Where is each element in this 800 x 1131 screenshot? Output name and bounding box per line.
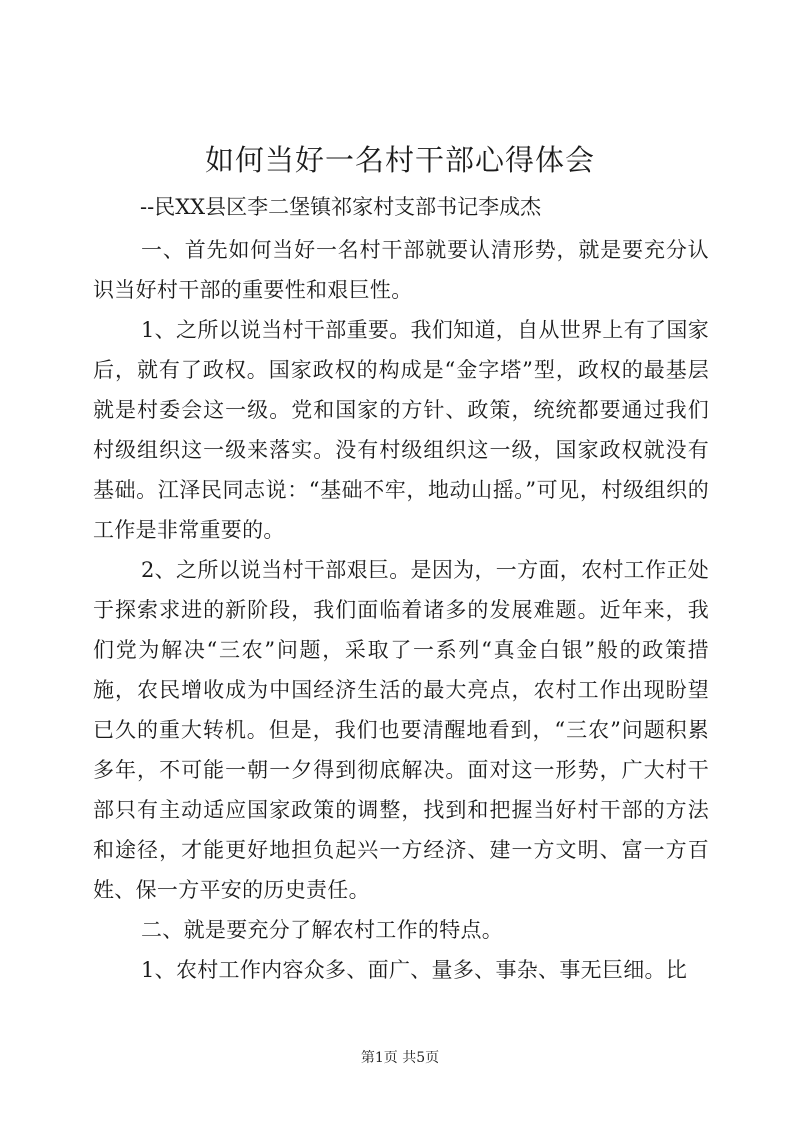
document-body xyxy=(93,230,709,990)
document-title: 如何当好一名村干部心得体会 xyxy=(204,143,595,177)
paragraph-difficulty: 2、之所以说当村干部艰巨。是因为，一方面，农村工作正处于探索求进的新阶段，我们面临着诸多的发展难题。近年来，我们党为解决“三农”问题，采取了一系列“真金白银”般的政策措施，农民增收成为中国经济生活的最大亮点，农村工作出现盼望已久的重大转机。但是，我们也要清醒地看到，“三农”问题积累多年，不可能一朝一夕得到彻底解决。面对这一形势，广大村干部只有主动适应国家政策的调整，找到和把握当好村干部的方法和途径，才能更好地担负起兴一方经济、建一方文明、富一方百姓、保一方平安的历史责任。 xyxy=(93,558,709,902)
paragraph-importance: 1、之所以说当村干部重要。我们知道，自从世界上有了国家后，就有了政权。国家政权的构成是“金字塔”型，政权的最基层就是村委会这一级。党和国家的方针、政策，统统都要通过我们村级组织这一级来落实。没有村级组织这一级，国家政权就没有基础。江泽民同志说：“基础不牢，地动山摇。”可见，村级组织的工作是非常重要的。 xyxy=(93,318,709,542)
author-line: --民XX县区李二堡镇祁家村支部书记李成杰 xyxy=(140,195,542,219)
paragraph-section-1-heading: 一、首先如何当好一名村干部就要认清形势，就是要充分认识当好村干部的重要性和艰巨性。 xyxy=(93,238,709,302)
paragraph-section-2-heading: 二、就是要充分了解农村工作的特点。 xyxy=(141,918,504,942)
paragraph-work-characteristics: 1、农村工作内容众多、面广、量多、事杂、事无巨细。比 xyxy=(141,958,688,982)
page-number-footer: 第1页 共5页 xyxy=(360,1050,440,1066)
